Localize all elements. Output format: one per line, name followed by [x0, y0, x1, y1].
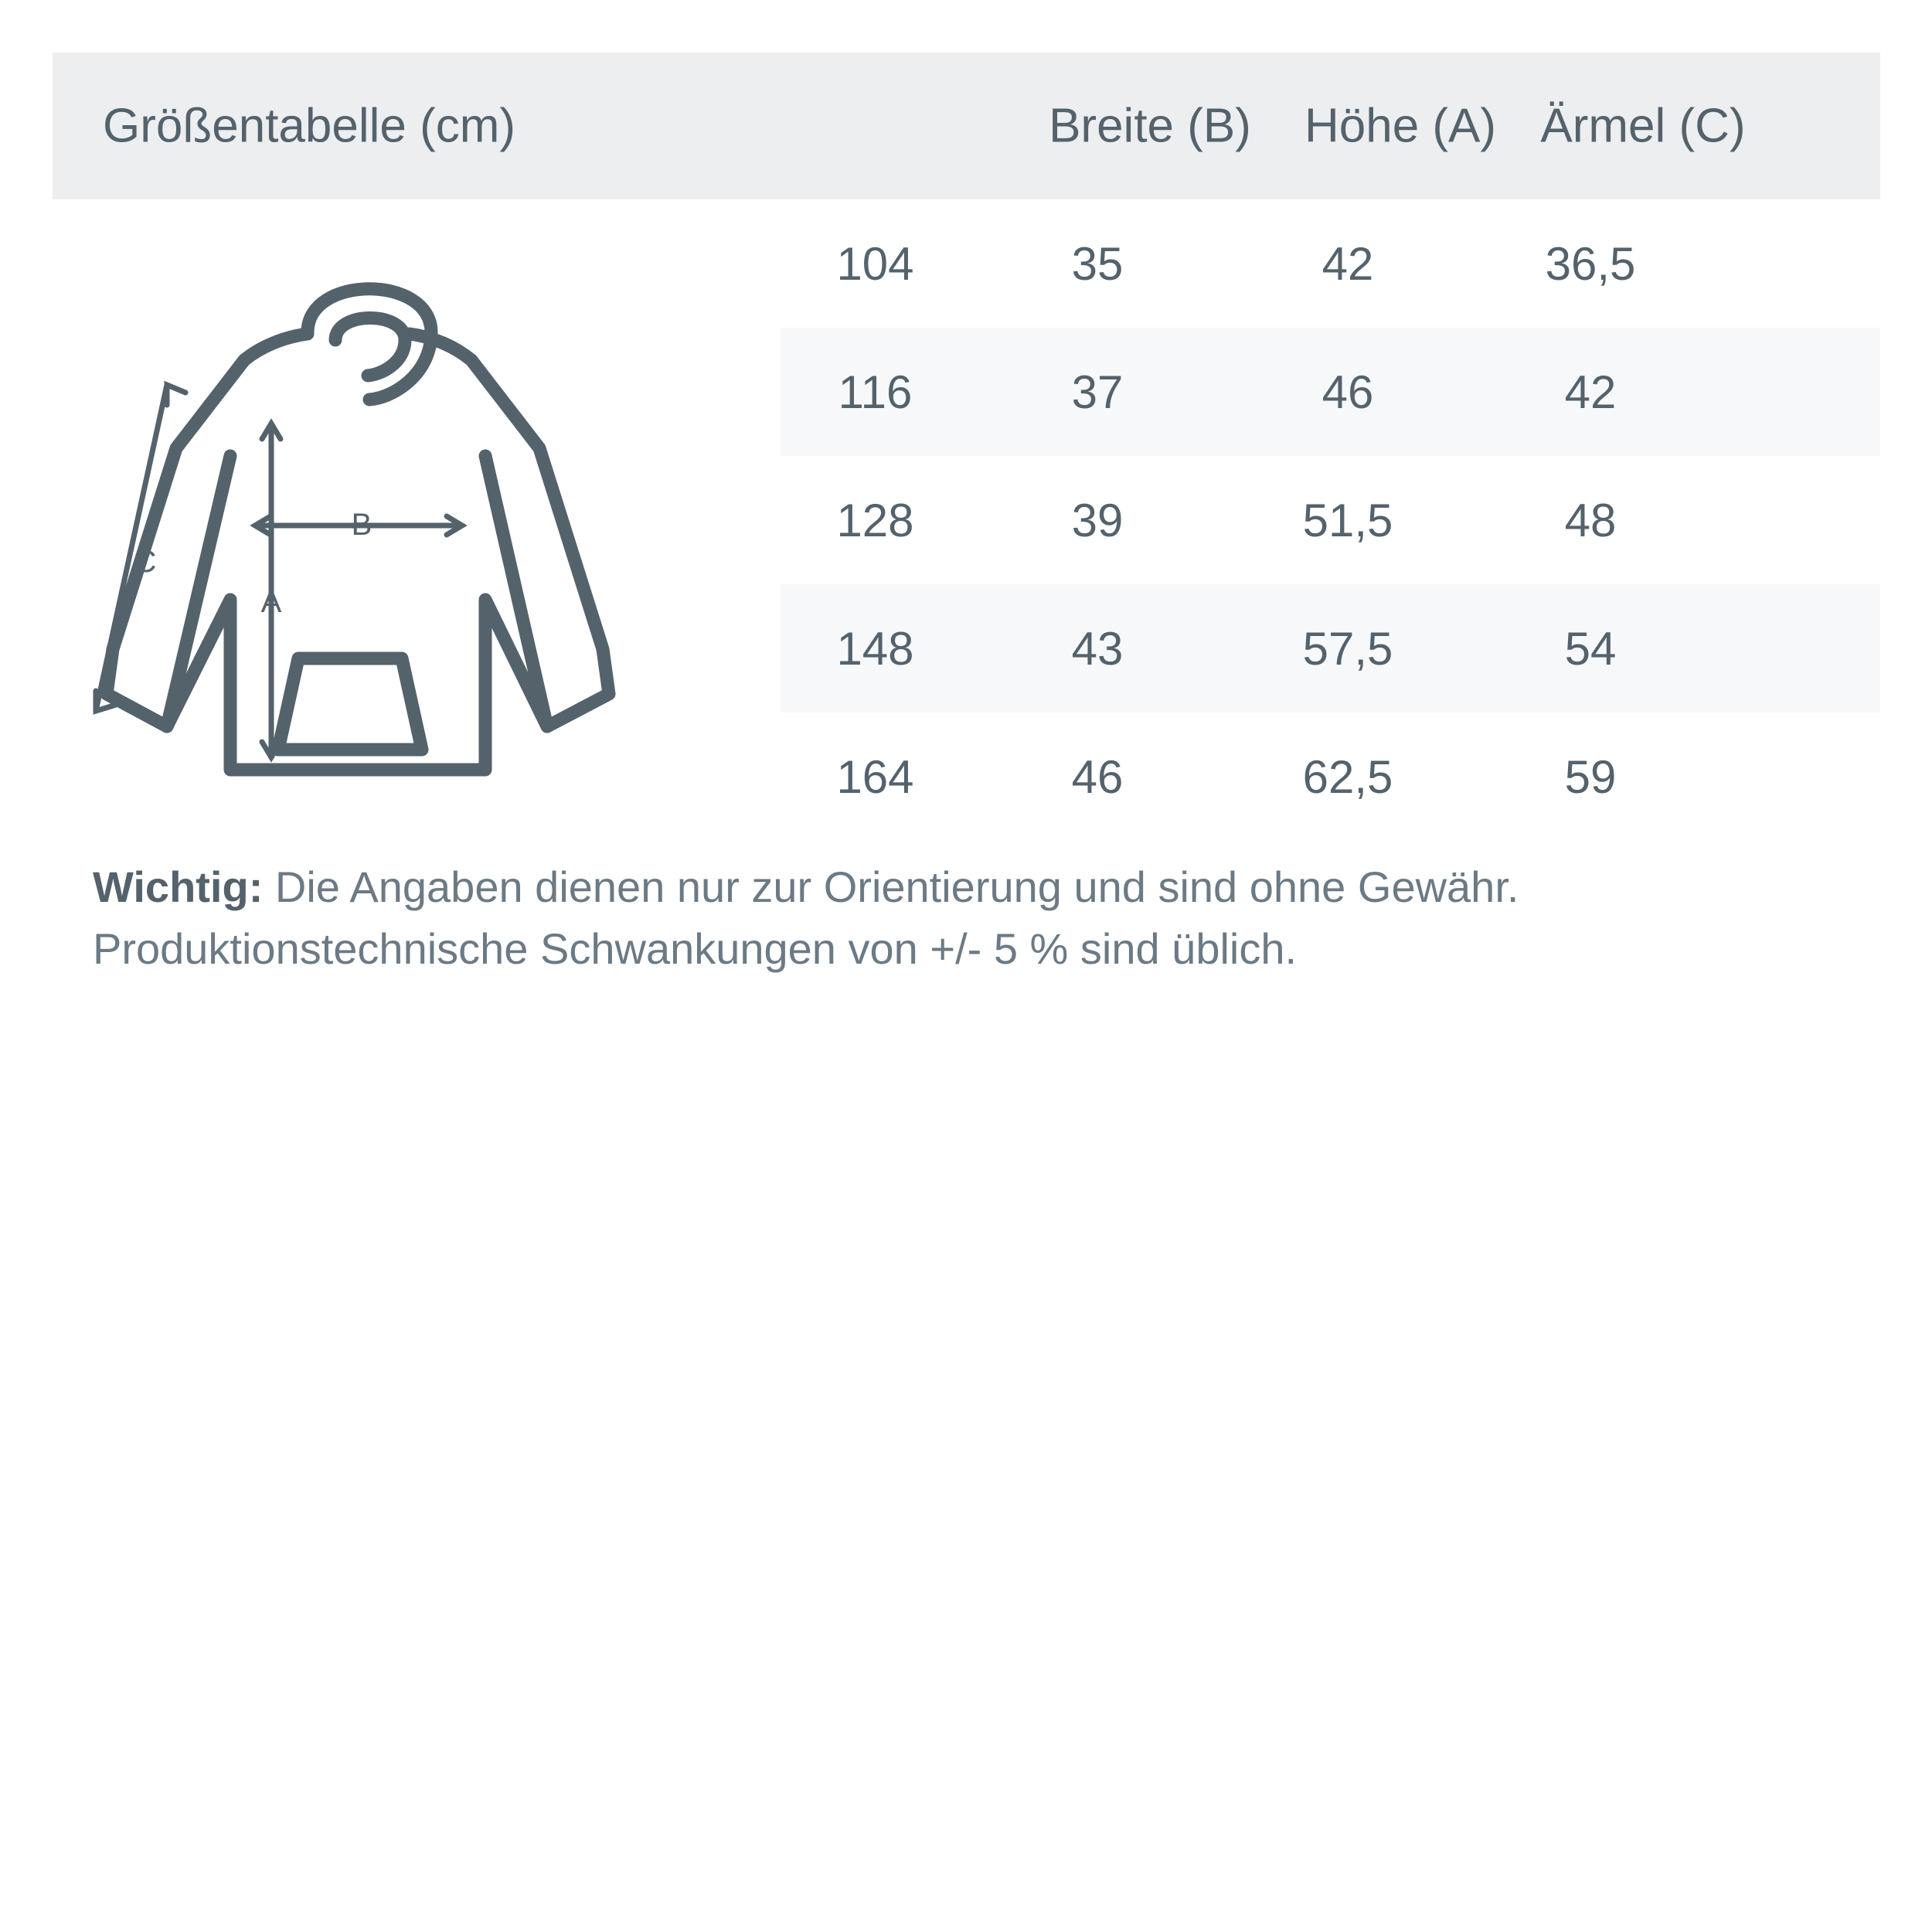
table-row [781, 584, 1880, 713]
cell-size: 164 [836, 750, 914, 803]
table-header [53, 53, 1880, 199]
column-headers [833, 99, 1763, 154]
column-header-hoehe: Höhe (A) [1304, 99, 1497, 153]
label-b: B [351, 508, 372, 542]
cell-breite: 46 [1071, 750, 1124, 803]
cell-hoehe: 51,5 [1302, 494, 1393, 546]
cell-breite: 39 [1071, 494, 1124, 546]
cell-hoehe: 57,5 [1302, 622, 1393, 675]
cell-breite: 35 [1071, 237, 1124, 290]
cell-aermel: 36,5 [1545, 237, 1636, 290]
cell-size: 128 [836, 494, 914, 546]
cell-hoehe: 42 [1321, 237, 1374, 290]
cell-size: 116 [838, 366, 913, 418]
size-table [781, 199, 1880, 841]
cell-size: 104 [836, 237, 914, 290]
cell-hoehe: 46 [1321, 366, 1374, 418]
cell-aermel: 59 [1564, 750, 1617, 803]
disclaimer-text: Die Angaben dienen nur zur Orientierung und sind ohne Gewähr. Produktionstechnische Schwankungen von +/- 5 % sind üblich. [93, 862, 1519, 973]
cell-aermel: 54 [1564, 622, 1617, 675]
page-title: Größentabelle (cm) [103, 99, 516, 153]
label-a: A [260, 585, 282, 619]
label-c: C [134, 545, 157, 579]
hoodie-icon [53, 216, 779, 835]
cell-size: 148 [836, 622, 914, 675]
cell-breite: 37 [1071, 366, 1124, 418]
column-header-breite: Breite (B) [1049, 99, 1251, 153]
cell-breite: 43 [1071, 622, 1124, 675]
table-row [781, 713, 1880, 841]
column-header-aermel: Ärmel (C) [1540, 99, 1746, 153]
disclaimer-label: Wichtig: [93, 862, 264, 911]
cell-aermel: 42 [1564, 366, 1617, 418]
cell-aermel: 48 [1564, 494, 1617, 546]
table-row [781, 456, 1880, 584]
hoodie-diagram [53, 216, 779, 835]
disclaimer-note [93, 856, 1862, 979]
table-row [781, 199, 1880, 328]
table-row [781, 328, 1880, 456]
cell-hoehe: 62,5 [1302, 750, 1393, 803]
